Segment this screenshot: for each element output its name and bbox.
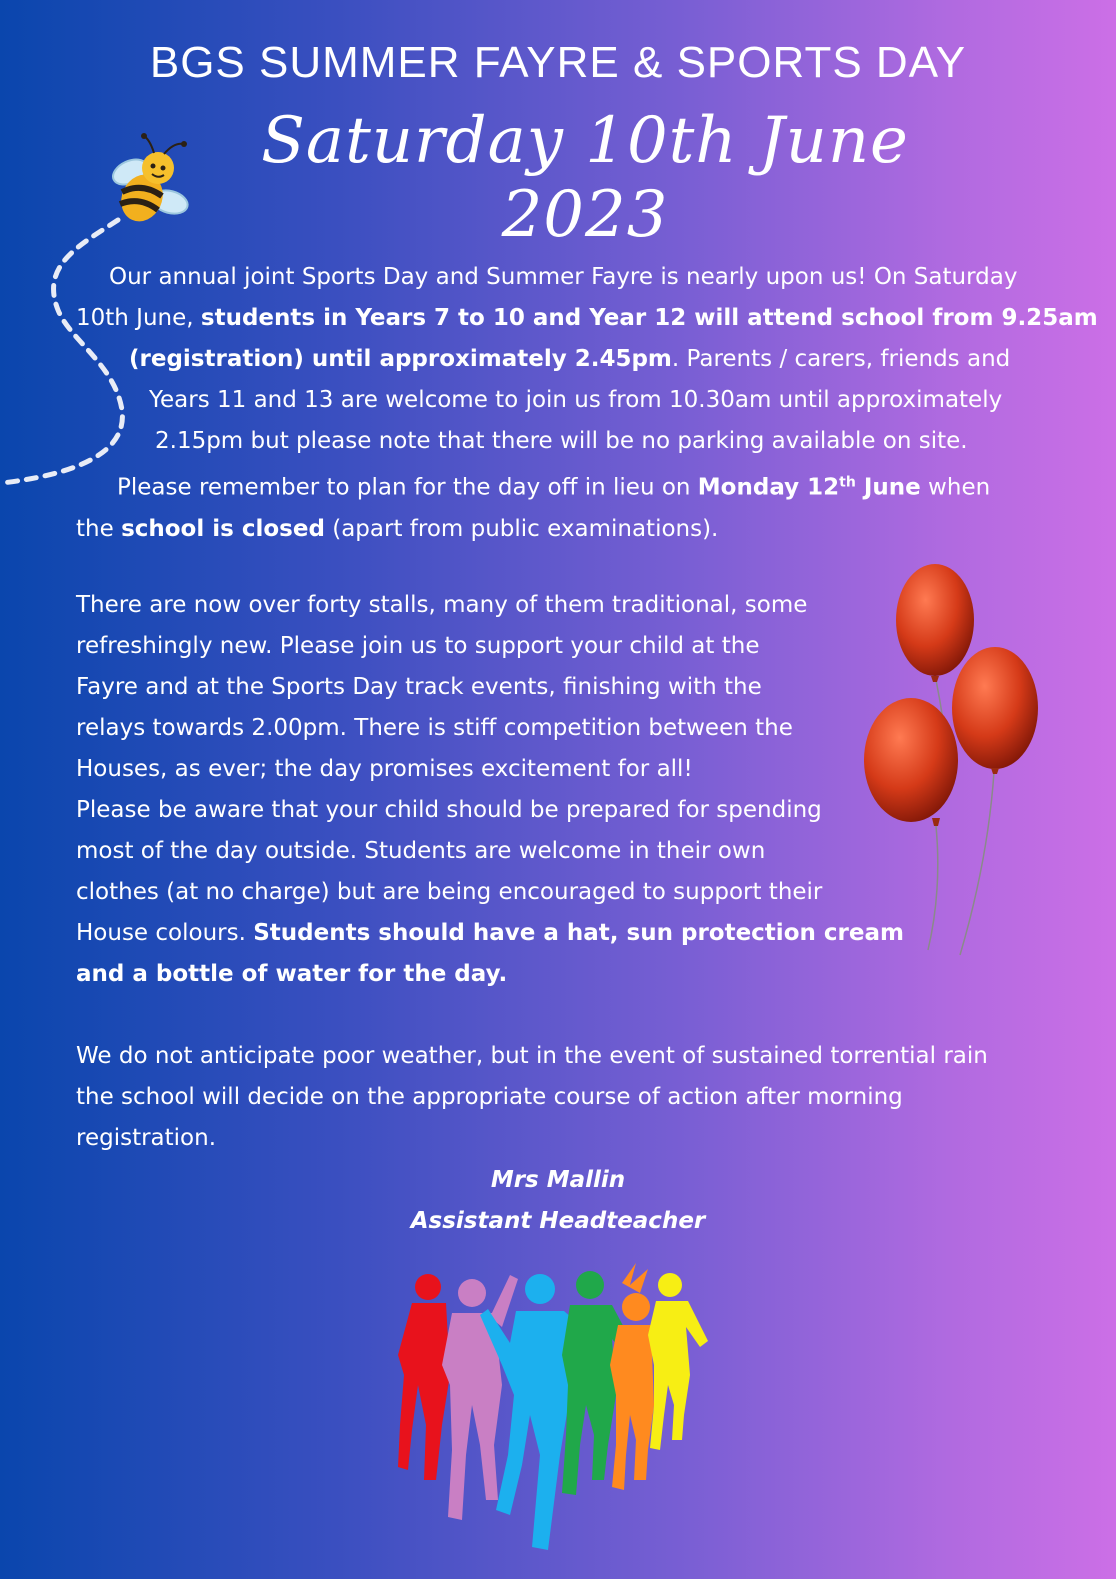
event-date: Saturday 10th June 2023 <box>261 104 909 252</box>
bee-icon <box>104 130 204 225</box>
text-line: relays towards 2.00pm. There is stiff competition between the <box>76 715 793 741</box>
text-line: House colours. Students should have a hat, sun protection cream <box>76 920 904 946</box>
runners-icon <box>390 1255 720 1555</box>
text-line: and a bottle of water for the day. <box>76 961 508 987</box>
text-line: Years 11 and 13 are welcome to join us from 10.30am until approximately <box>149 387 1003 413</box>
page-title: BGS SUMMER FAYRE & SPORTS DAY <box>149 38 967 87</box>
text-line: (registration) until approximately 2.45pm. Parents / carers, friends and <box>129 346 1011 372</box>
stalls-paragraph <box>76 585 904 995</box>
intro-paragraph <box>76 257 1098 550</box>
signature <box>0 1160 1116 1242</box>
text-line: 2.15pm but please note that there will be no parking available on site. <box>155 428 968 454</box>
weather-paragraph <box>76 1036 1036 1159</box>
text-line: There are now over forty stalls, many of them traditional, some <box>76 592 808 618</box>
signature-name: Mrs Mallin <box>490 1167 626 1193</box>
text-line: most of the day outside. Students are welcome in their own <box>76 838 766 864</box>
text-line: Please be aware that your child should be prepared for spending <box>76 797 822 823</box>
text-line: Fayre and at the Sports Day track events, finishing with the <box>76 674 762 700</box>
balloons-icon <box>858 560 1053 960</box>
text-line: clothes (at no charge) but are being encouraged to support their <box>76 879 823 905</box>
text-line: the school will decide on the appropriate course of action after morning <box>76 1084 903 1110</box>
text-line: 10th June, students in Years 7 to 10 and Year 12 will attend school from 9.25am <box>76 305 1098 331</box>
text-line: Houses, as ever; the day promises excitement for all! <box>76 756 693 782</box>
text-line: We do not anticipate poor weather, but in the event of sustained torrential rain <box>76 1043 988 1069</box>
signature-role: Assistant Headteacher <box>410 1208 706 1234</box>
text-line: registration. <box>76 1125 217 1151</box>
text-line: the school is closed (apart from public examinations). <box>76 515 719 542</box>
text-line: Our annual joint Sports Day and Summer Fayre is nearly upon us! On Saturday <box>109 264 1018 290</box>
text-line: refreshingly new. Please join us to support your child at the <box>76 633 760 659</box>
text-line: Please remember to plan for the day off in lieu on Monday 12th June when <box>117 474 991 501</box>
